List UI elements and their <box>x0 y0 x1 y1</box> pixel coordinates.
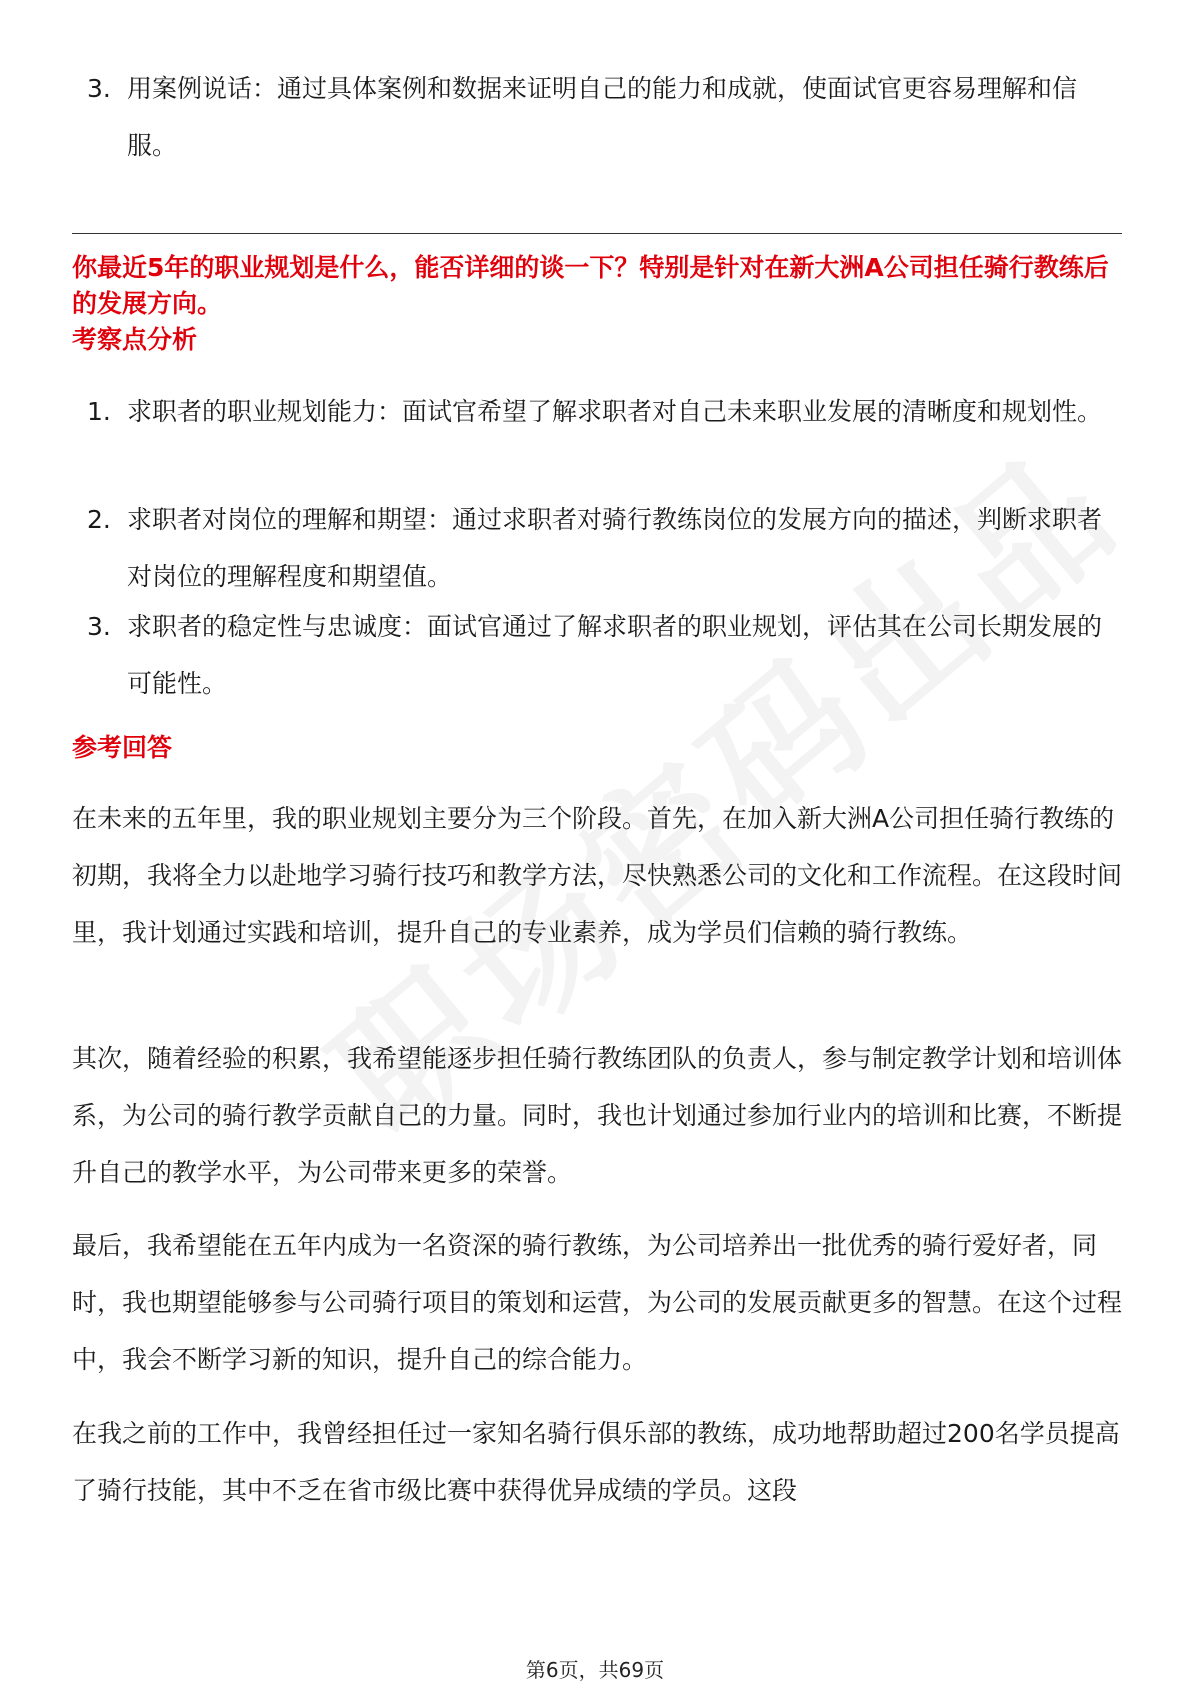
list-number: 2. <box>87 505 111 534</box>
list-text: 求职者对岗位的理解和期望：通过求职者对骑行教练岗位的发展方向的描述，判断求职者对岗位的理解程度和期望值。 <box>127 505 1103 591</box>
list-number: 1. <box>87 397 111 426</box>
answer-paragraph: 最后，我希望能在五年内成为一名资深的骑行教练，为公司培养出一批优秀的骑行爱好者，同时，我也期望能够参与公司骑行项目的策划和运营，为公司的发展贡献更多的智慧。在这个过程中，我会不断学习新的知识，提升自己的综合能力。 <box>72 1231 1123 1374</box>
analysis-heading: 考察点分析 <box>72 325 198 354</box>
answer-paragraph: 在我之前的工作中，我曾经担任过一家知名骑行俱乐部的教练，成功地帮助超过200名学员提高了骑行技能，其中不乏在省市级比赛中获得优异成绩的学员。这段 <box>72 1419 1120 1505</box>
answer-heading: 参考回答 <box>72 733 173 762</box>
list-text: 求职者的稳定性与忠诚度：面试官通过了解求职者的职业规划，评估其在公司长期发展的可能性。 <box>127 612 1103 698</box>
list-item <box>87 383 1122 440</box>
list-item <box>87 60 1122 174</box>
list-item <box>87 491 1122 605</box>
answer-paragraph: 其次，随着经验的积累，我希望能逐步担任骑行教练团队的负责人，参与制定教学计划和培训体系，为公司的骑行教学贡献自己的力量。同时，我也计划通过参加行业内的培训和比赛，不断提升自己的教学水平，为公司带来更多的荣誉。 <box>72 1044 1123 1187</box>
question-heading: 你最近5年的职业规划是什么，能否详细的谈一下？特别是针对在新大洲A公司担任骑行教练后的发展方向。 <box>72 253 1109 318</box>
list-text: 用案例说话：通过具体案例和数据来证明自己的能力和成就，使面试官更容易理解和信服。 <box>127 74 1078 160</box>
answer-paragraph: 在未来的五年里，我的职业规划主要分为三个阶段。首先，在加入新大洲A公司担任骑行教练的初期，我将全力以赴地学习骑行技巧和教学方法，尽快熟悉公司的文化和工作流程。在这段时间里，我计划通过实践和培训，提升自己的专业素养，成为学员们信赖的骑行教练。 <box>72 804 1123 947</box>
list-text: 求职者的职业规划能力：面试官希望了解求职者对自己未来职业发展的清晰度和规划性。 <box>127 397 1103 426</box>
list-number: 3. <box>87 74 111 103</box>
divider <box>72 233 1122 234</box>
page-number: 第6页，共69页 <box>525 1658 665 1682</box>
list-item <box>87 598 1122 712</box>
list-number: 3. <box>87 612 111 641</box>
